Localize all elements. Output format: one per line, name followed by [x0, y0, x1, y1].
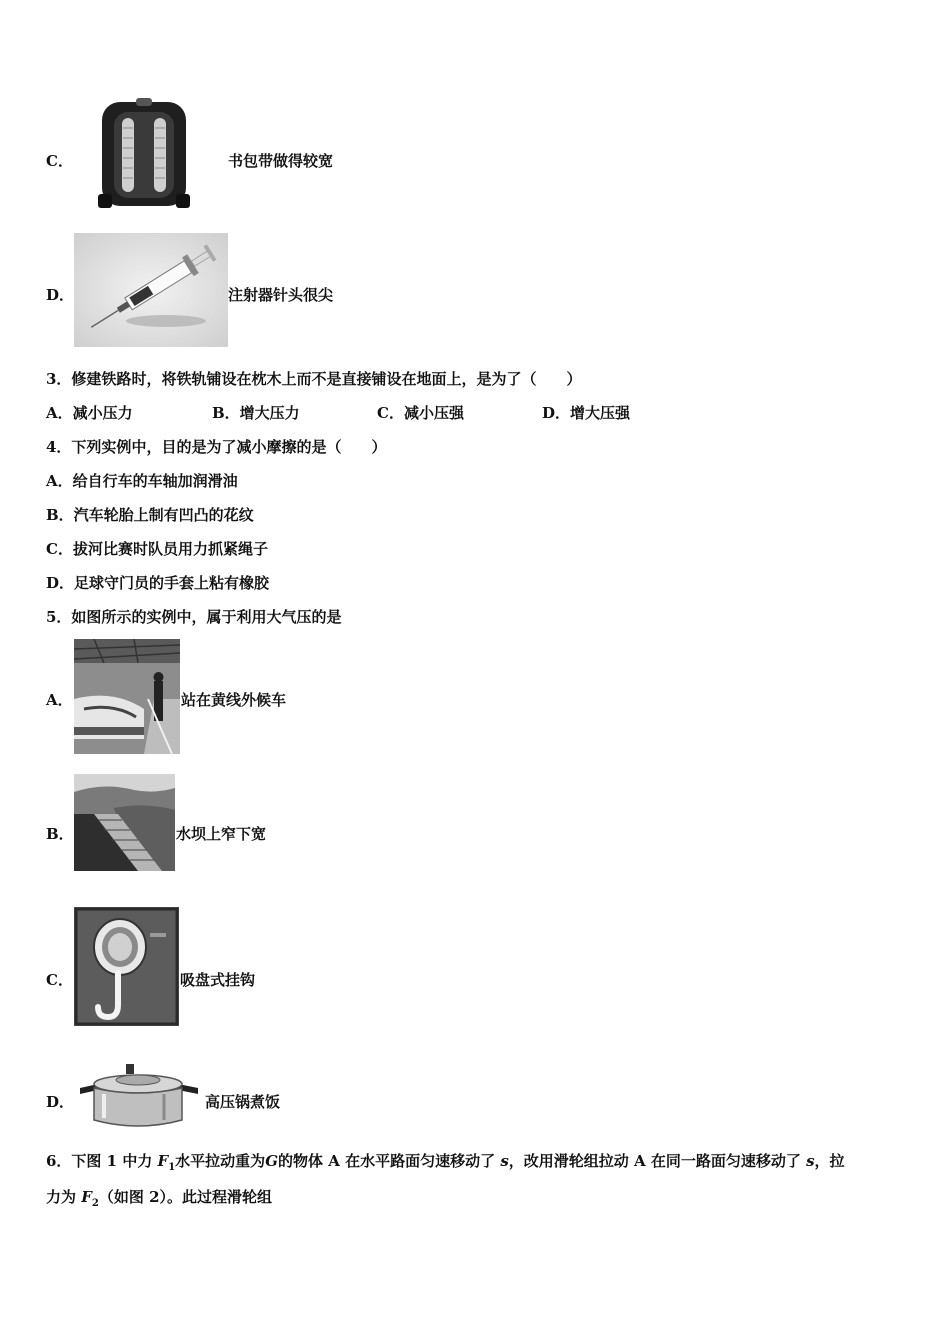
option-c: C．拔河比赛时队员用力抓紧绳子 [46, 540, 268, 558]
option-letter: B． [46, 825, 74, 843]
option-a: A．给自行车的车轴加润滑油 [46, 472, 238, 490]
q6-text: 的物体 A 在水平路面匀速移动了 [278, 1152, 501, 1170]
option-a: A．减小压力 [46, 404, 133, 422]
q6-text: （如图 2）。此过程滑轮组 [98, 1188, 273, 1206]
option-text: 高压锅煮饭 [205, 1093, 281, 1111]
force-symbol: F [157, 1152, 169, 1170]
question-6-line-1 [46, 1151, 845, 1178]
option-text: 站在黄线外候车 [181, 691, 287, 709]
question-5-stem: 5．如图所示的实例中，属于利用大气压的是 [46, 608, 342, 626]
force-symbol: F [81, 1188, 92, 1206]
weight-symbol: G [265, 1152, 278, 1170]
option-letter: C． [46, 971, 73, 989]
q6-text: 力为 [46, 1188, 82, 1206]
dam-image [74, 774, 175, 871]
subscript: 1 [168, 1162, 176, 1173]
option-text: 水坝上窄下宽 [176, 825, 267, 843]
option-text: 吸盘式挂钩 [180, 971, 256, 989]
option-d: D．足球守门员的手套上粘有橡胶 [46, 574, 270, 592]
q6-text: 水平拉动重为 [175, 1152, 266, 1170]
q6-text: 6．下图 1 中力 [46, 1152, 158, 1170]
option-text: 注射器针头很尖 [228, 286, 334, 304]
question-3-stem: 3．修建铁路时，将铁轨铺设在枕木上而不是直接铺设在地面上，是为了（ ） [46, 370, 582, 388]
syringe-image [74, 233, 228, 347]
option-b: B．增大压力 [212, 404, 300, 422]
option-text: 书包带做得较宽 [228, 152, 334, 170]
q6-text: ，拉 [814, 1152, 845, 1170]
option-letter: D． [46, 286, 75, 304]
question-6-line-2 [46, 1187, 272, 1214]
q6-text: ，改用滑轮组拉动 A 在同一路面匀速移动了 [508, 1152, 807, 1170]
question-4-stem: 4．下列实例中，目的是为了减小摩擦的是（ ） [46, 438, 387, 456]
option-letter: D． [46, 1093, 75, 1111]
option-letter: A． [46, 691, 73, 709]
train-platform-image [74, 639, 180, 754]
distance-symbol: s [806, 1152, 815, 1170]
distance-symbol: s [500, 1152, 509, 1170]
pressure-cooker-image [74, 1062, 202, 1128]
option-d: D．增大压强 [542, 404, 631, 422]
suction-hook-image [74, 907, 179, 1026]
backpack-image [96, 98, 192, 210]
option-c: C．减小压强 [377, 404, 464, 422]
option-b: B．汽车轮胎上制有凹凸的花纹 [46, 506, 254, 524]
option-letter: C． [46, 152, 73, 170]
subscript: 2 [91, 1198, 99, 1209]
